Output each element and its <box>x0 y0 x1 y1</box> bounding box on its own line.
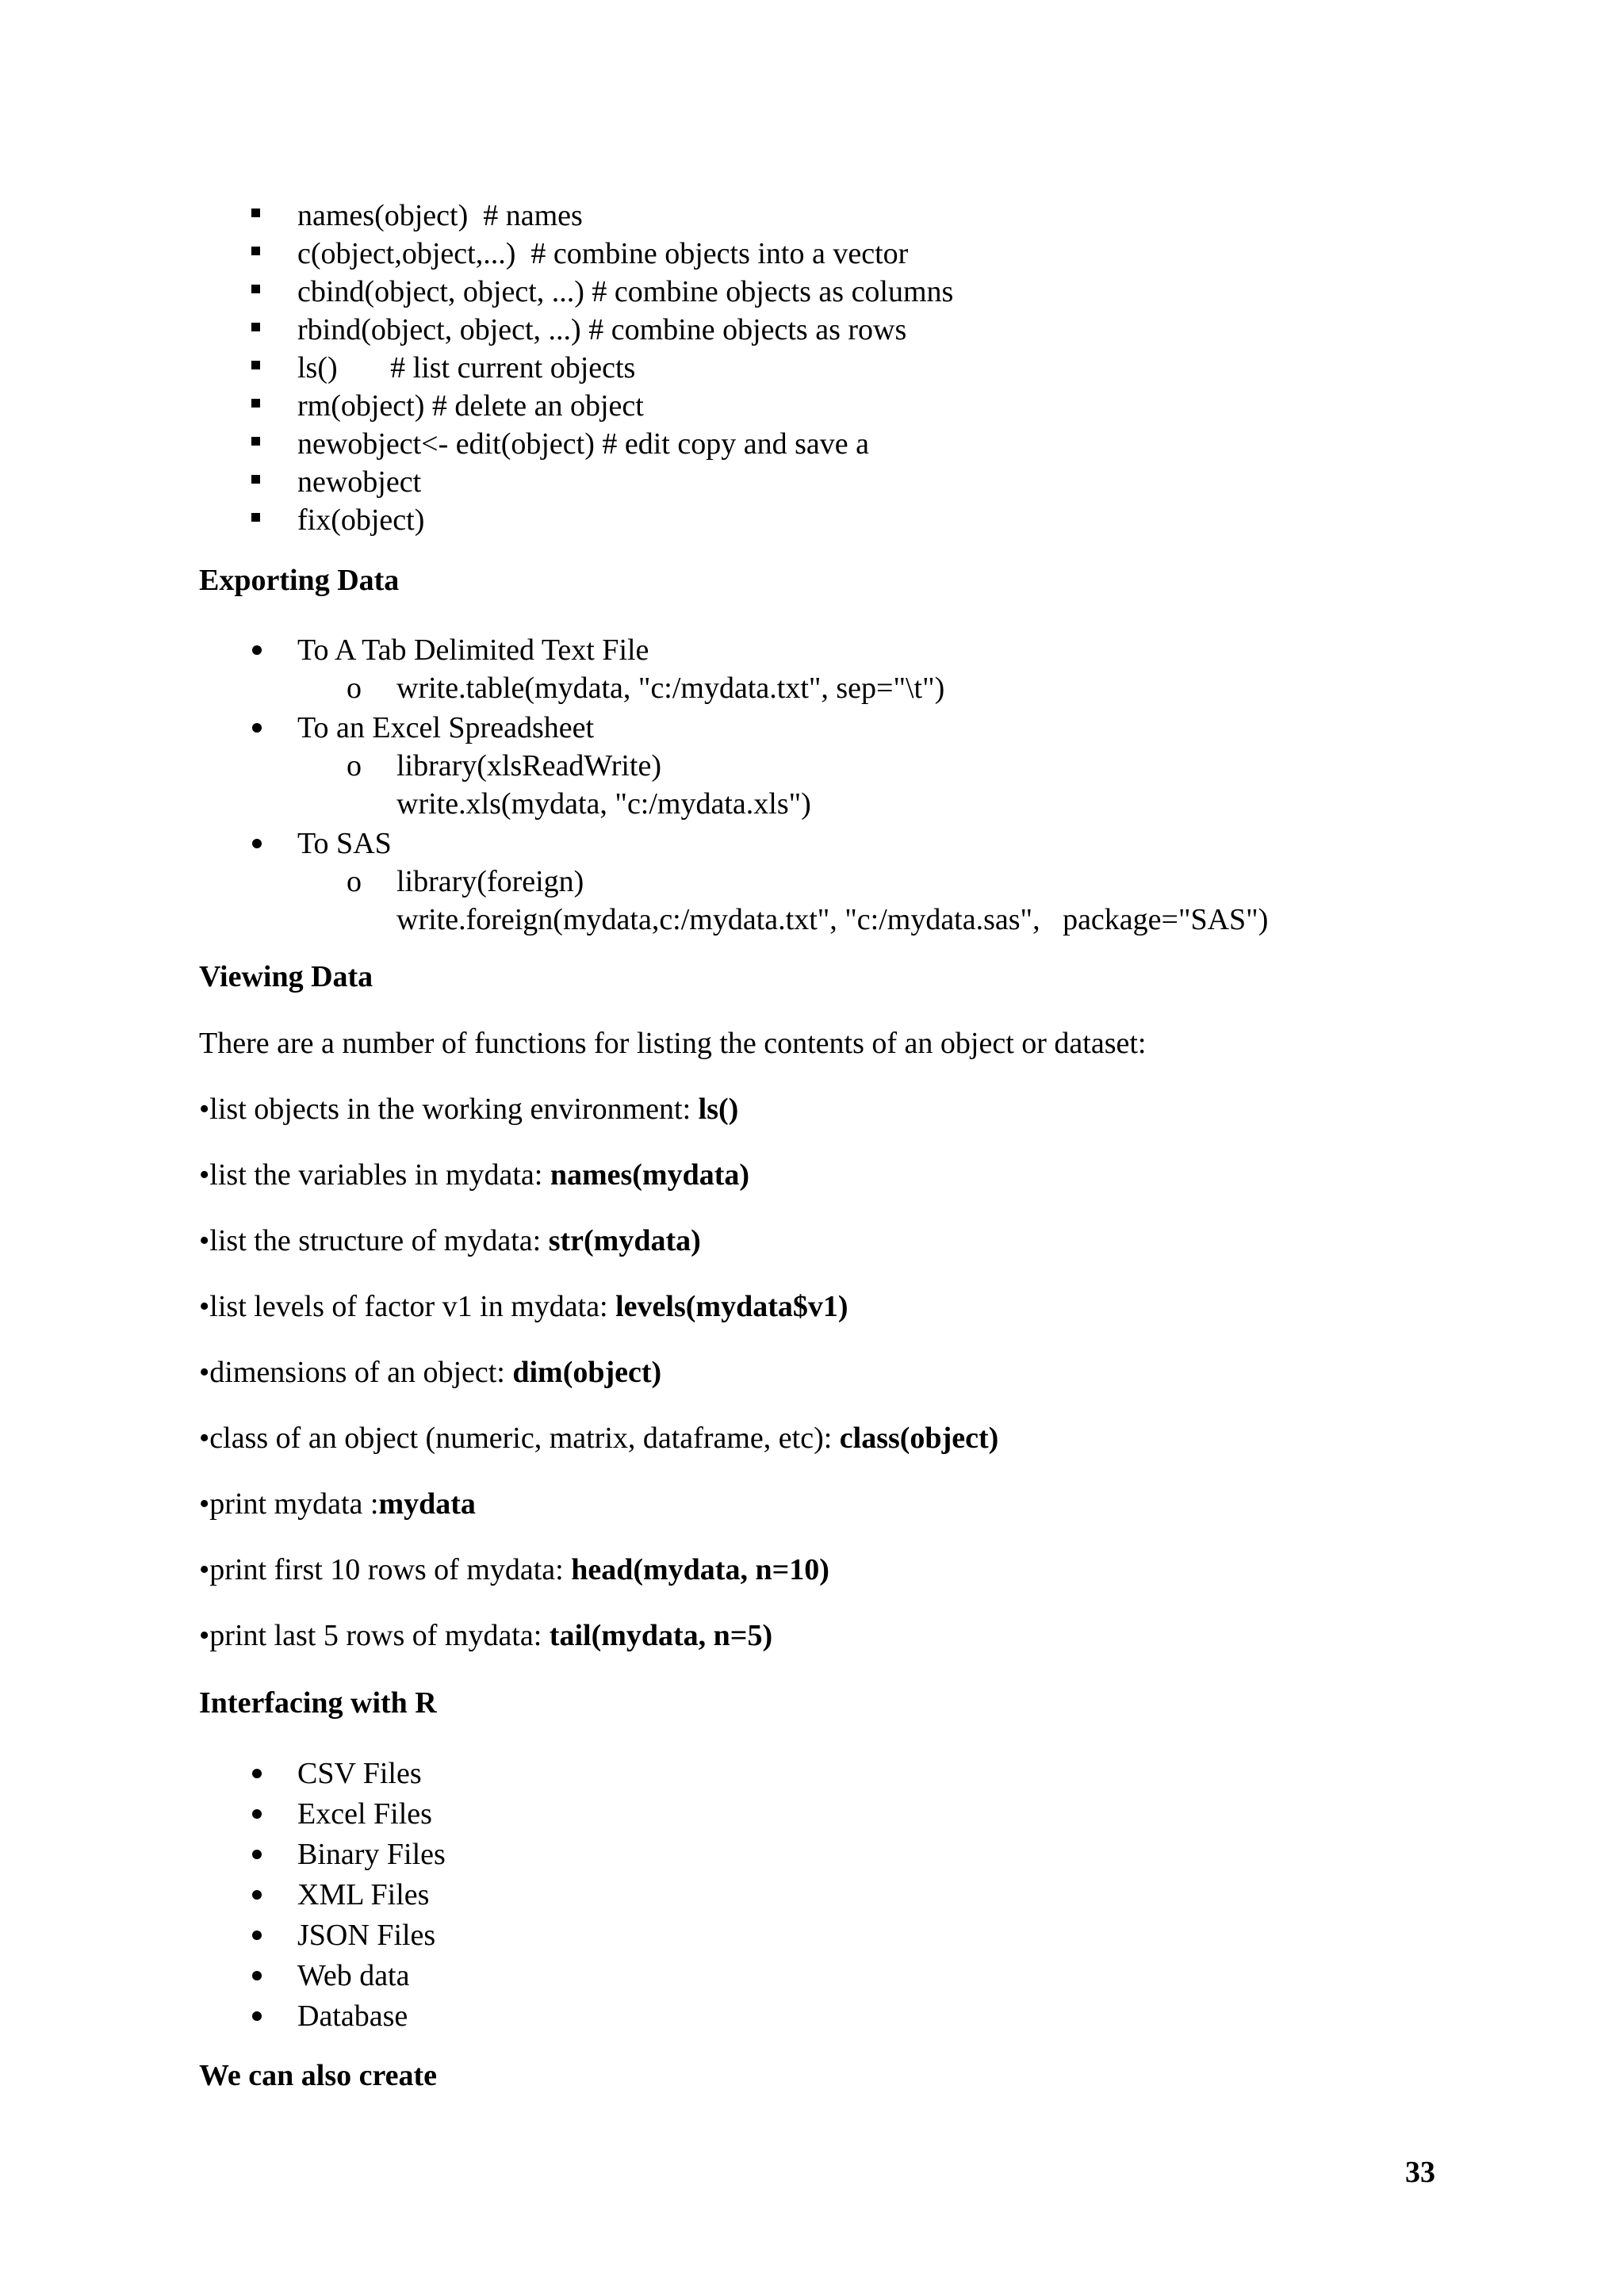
section-heading: Viewing Data <box>199 960 373 993</box>
list-item: c(object,object,...) # combine objects into a vector <box>297 237 909 270</box>
round-bullet-icon <box>252 2011 262 2021</box>
list-item: To an Excel Spreadsheet <box>297 711 595 744</box>
function-description: •print first 10 rows of mydata: <box>199 1553 572 1586</box>
list-item: To A Tab Delimited Text File <box>297 633 649 667</box>
function-line <box>199 1353 661 1391</box>
list-item: names(object) # names <box>297 199 583 232</box>
function-line <box>199 1090 738 1128</box>
function-description: •print last 5 rows of mydata: <box>199 1619 550 1652</box>
list-item: rbind(object, object, ...) # combine objects as rows <box>297 313 907 346</box>
list-item: rm(object) # delete an object <box>297 389 644 423</box>
function-line <box>199 1288 848 1326</box>
code-line: write.xls(mydata, "c:/mydata.xls") <box>396 787 811 821</box>
circle-bullet-icon: o <box>347 749 362 783</box>
function-description: •dimensions of an object: <box>199 1356 513 1389</box>
function-line <box>199 1551 829 1589</box>
list-item: newobject <box>297 465 422 499</box>
function-code: class(object) <box>839 1422 999 1455</box>
list-item: ls() # list current objects <box>297 351 636 385</box>
function-code: dim(object) <box>512 1356 662 1389</box>
code-line: write.foreign(mydata,c:/mydata.txt", "c:/mydata.sas", package="SAS") <box>396 903 1269 936</box>
list-item: Database <box>297 1999 408 2033</box>
function-description: •print mydata : <box>199 1487 379 1521</box>
round-bullet-icon <box>252 1971 262 1980</box>
function-line <box>199 1617 772 1655</box>
round-bullet-icon <box>252 839 262 848</box>
paragraph: There are a number of functions for listing the contents of an object or dataset: <box>199 1027 1147 1060</box>
square-bullet-icon <box>251 209 260 217</box>
list-item: CSV Files <box>297 1757 422 1790</box>
function-description: •class of an object (numeric, matrix, dataframe, etc): <box>199 1422 840 1455</box>
code-line: library(xlsReadWrite) <box>396 749 662 783</box>
function-description: •list objects in the working environment: <box>199 1093 699 1126</box>
function-line <box>199 1222 701 1260</box>
circle-bullet-icon: o <box>347 672 362 705</box>
round-bullet-icon <box>252 1931 262 1940</box>
square-bullet-icon <box>251 361 260 369</box>
section-heading: Exporting Data <box>199 564 400 597</box>
round-bullet-icon <box>252 723 262 733</box>
round-bullet-icon <box>252 1890 262 1900</box>
list-item: To SAS <box>297 827 392 860</box>
round-bullet-icon <box>252 1850 262 1859</box>
square-bullet-icon <box>251 437 260 446</box>
function-code: mydata <box>378 1487 476 1521</box>
function-line <box>199 1419 998 1457</box>
function-code: str(mydata) <box>548 1224 701 1257</box>
section-heading: We can also create <box>199 2059 438 2092</box>
function-code: names(mydata) <box>550 1158 750 1192</box>
function-description: •list the variables in mydata: <box>199 1158 550 1192</box>
list-item: newobject<- edit(object) # edit copy and save a <box>297 427 869 461</box>
square-bullet-icon <box>251 247 260 255</box>
round-bullet-icon <box>252 1769 262 1778</box>
function-description: •list levels of factor v1 in mydata: <box>199 1290 616 1323</box>
function-code: levels(mydata$v1) <box>615 1290 848 1323</box>
square-bullet-icon <box>251 513 260 522</box>
square-bullet-icon <box>251 323 260 331</box>
function-line <box>199 1485 476 1523</box>
square-bullet-icon <box>251 399 260 408</box>
list-item: Web data <box>297 1959 410 1992</box>
page-number: 33 <box>1405 2156 1435 2189</box>
list-item: Binary Files <box>297 1838 446 1871</box>
square-bullet-icon <box>251 475 260 484</box>
list-item: JSON Files <box>297 1919 436 1952</box>
round-bullet-icon <box>252 1809 262 1819</box>
function-code: ls() <box>698 1093 739 1126</box>
function-line <box>199 1156 749 1194</box>
list-item: XML Files <box>297 1878 430 1911</box>
list-item: fix(object) <box>297 503 425 537</box>
list-item: cbind(object, object, ...) # combine objects as columns <box>297 275 954 308</box>
square-bullet-icon <box>251 285 260 293</box>
function-code: head(mydata, n=10) <box>571 1553 829 1586</box>
function-code: tail(mydata, n=5) <box>549 1619 773 1652</box>
round-bullet-icon <box>252 645 262 655</box>
code-line: write.table(mydata, "c:/mydata.txt", sep="\t") <box>396 672 945 705</box>
section-heading: Interfacing with R <box>199 1686 437 1720</box>
circle-bullet-icon: o <box>347 865 362 898</box>
list-item: Excel Files <box>297 1797 432 1831</box>
function-description: •list the structure of mydata: <box>199 1224 549 1257</box>
code-line: library(foreign) <box>396 865 584 898</box>
